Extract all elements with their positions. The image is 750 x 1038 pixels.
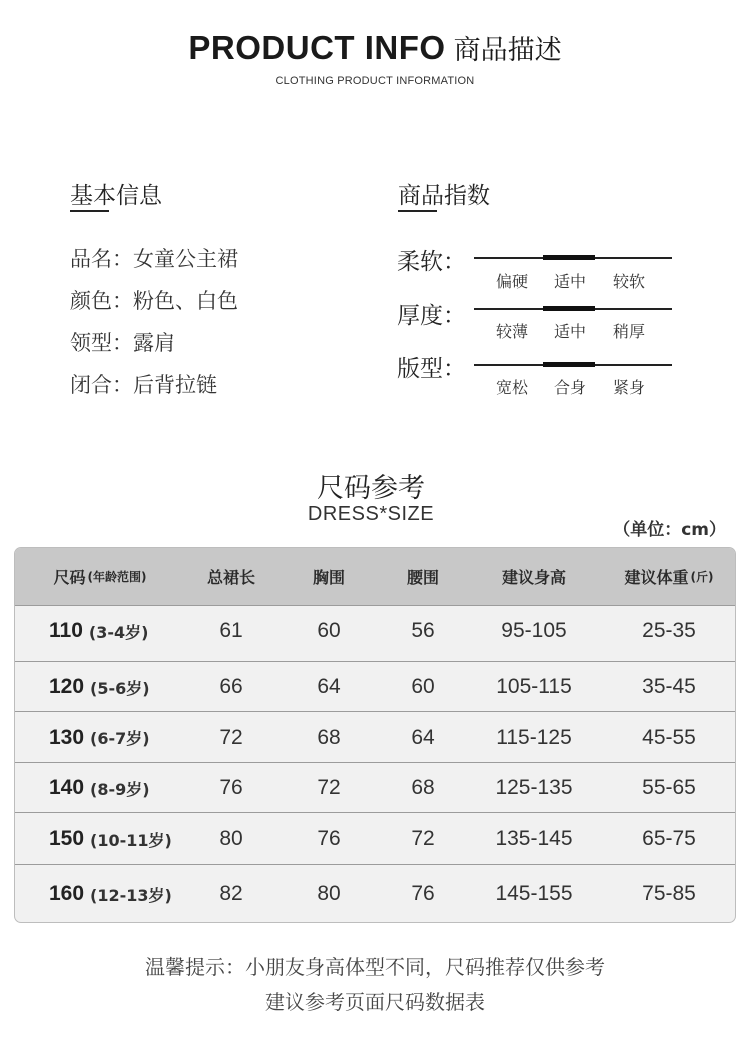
info-label: 闭合： <box>70 373 133 397</box>
header-cell-height: 建议身高 <box>501 568 566 587</box>
tip-line-2: 建议参考页面尺码数据表 <box>265 990 485 1014</box>
table-row <box>15 711 735 763</box>
cell-height: 125-135 <box>495 776 573 799</box>
page-title <box>0 28 750 67</box>
cell-weight: 55-65 <box>642 776 696 799</box>
info-value: 露肩 <box>133 331 175 355</box>
table-row <box>15 661 735 712</box>
cell-waist: 72 <box>411 827 435 850</box>
cell-length: 80 <box>219 827 243 850</box>
index-label-softness: 柔软： <box>397 249 466 275</box>
basic-info-underline <box>70 210 109 212</box>
info-value: 粉色、白色 <box>133 289 238 313</box>
index-tick: 稍厚 <box>612 322 645 341</box>
table-header <box>15 548 735 605</box>
cell-weight: 75-85 <box>642 882 696 905</box>
info-value: 后背拉链 <box>133 373 217 397</box>
cell-length: 61 <box>219 619 243 642</box>
cell-chest: 60 <box>317 619 341 642</box>
info-label: 品名： <box>70 247 133 271</box>
product-index-underline <box>398 210 437 212</box>
cell-weight: 45-55 <box>642 725 696 749</box>
index-tick: 适中 <box>553 322 586 341</box>
tip-line-1: 温馨提示：小朋友身高体型不同，尺码推荐仅供参考 <box>145 955 605 979</box>
title-chinese: 商品描述 <box>453 35 562 65</box>
cell-chest: 64 <box>317 675 341 698</box>
cell-height: 135-145 <box>495 827 573 850</box>
cell-weight: 65-75 <box>642 827 696 850</box>
cell-chest: 72 <box>317 776 341 799</box>
cell-size: 110 (3-4岁) <box>49 619 149 642</box>
header-cell-size: 尺码 (年龄范围) <box>53 568 147 587</box>
index-marker-fit <box>543 362 595 367</box>
table-row <box>15 605 735 656</box>
header-cell-waist: 腰围 <box>406 568 439 587</box>
cell-waist: 60 <box>411 675 435 698</box>
index-marker-thickness <box>543 306 595 311</box>
index-tick: 偏硬 <box>495 272 528 291</box>
info-row-collar <box>70 327 175 357</box>
cell-waist: 76 <box>411 882 435 905</box>
cell-height: 145-155 <box>495 882 573 905</box>
cell-size: 130 (6-7岁) <box>49 725 150 749</box>
cell-height: 95-105 <box>501 619 567 642</box>
info-label: 颜色： <box>70 289 133 313</box>
table-row <box>15 762 735 813</box>
cell-size: 140 (8-9岁) <box>49 776 150 799</box>
cell-size: 150 (10-11岁) <box>49 827 172 850</box>
cell-weight: 35-45 <box>642 675 696 698</box>
cell-size: 120 (5-6岁) <box>49 675 150 698</box>
cell-length: 82 <box>219 882 243 905</box>
cell-chest: 68 <box>317 725 341 749</box>
product-index-heading: 商品指数 <box>398 183 490 209</box>
info-row-closure <box>70 369 217 399</box>
size-chart-subtitle: DRESS*SIZE <box>307 503 435 525</box>
page-subtitle: CLOTHING PRODUCT INFORMATION <box>275 75 475 87</box>
header-cell-weight: 建议体重 (斤) <box>624 568 714 587</box>
index-tick: 较软 <box>612 272 645 291</box>
cell-waist: 64 <box>411 725 435 749</box>
cell-height: 115-125 <box>496 725 572 749</box>
cell-weight: 25-35 <box>642 619 696 642</box>
size-chart-title: 尺码参考 <box>317 473 425 504</box>
index-tick: 紧身 <box>612 378 645 397</box>
basic-info-heading: 基本信息 <box>70 183 162 209</box>
info-label: 领型： <box>70 331 133 355</box>
index-label-fit: 版型： <box>397 356 466 382</box>
info-value: 女童公主裙 <box>133 247 238 271</box>
table-row <box>15 864 735 923</box>
cell-length: 72 <box>219 725 243 749</box>
cell-waist: 56 <box>411 619 435 642</box>
cell-waist: 68 <box>411 776 435 799</box>
cell-chest: 76 <box>317 827 341 850</box>
index-tick: 适中 <box>553 272 586 291</box>
size-table <box>14 547 736 923</box>
title-english: PRODUCT INFO <box>188 29 446 66</box>
info-row-color <box>70 285 238 315</box>
cell-length: 66 <box>219 675 243 698</box>
cell-length: 76 <box>219 776 243 799</box>
cell-chest: 80 <box>317 882 341 905</box>
header-cell-chest: 胸围 <box>312 568 345 587</box>
cell-size: 160 (12-13岁) <box>49 882 172 905</box>
cell-height: 105-115 <box>496 675 572 698</box>
info-row-name <box>70 243 238 273</box>
unit-note: （单位：cm） <box>613 520 726 540</box>
index-tick: 合身 <box>553 378 586 397</box>
table-row <box>15 812 735 865</box>
index-tick: 宽松 <box>495 378 528 397</box>
index-marker-softness <box>543 255 595 260</box>
index-tick: 较薄 <box>495 322 528 341</box>
header-cell-length: 总裙长 <box>206 568 255 587</box>
index-label-thickness: 厚度： <box>397 303 466 329</box>
